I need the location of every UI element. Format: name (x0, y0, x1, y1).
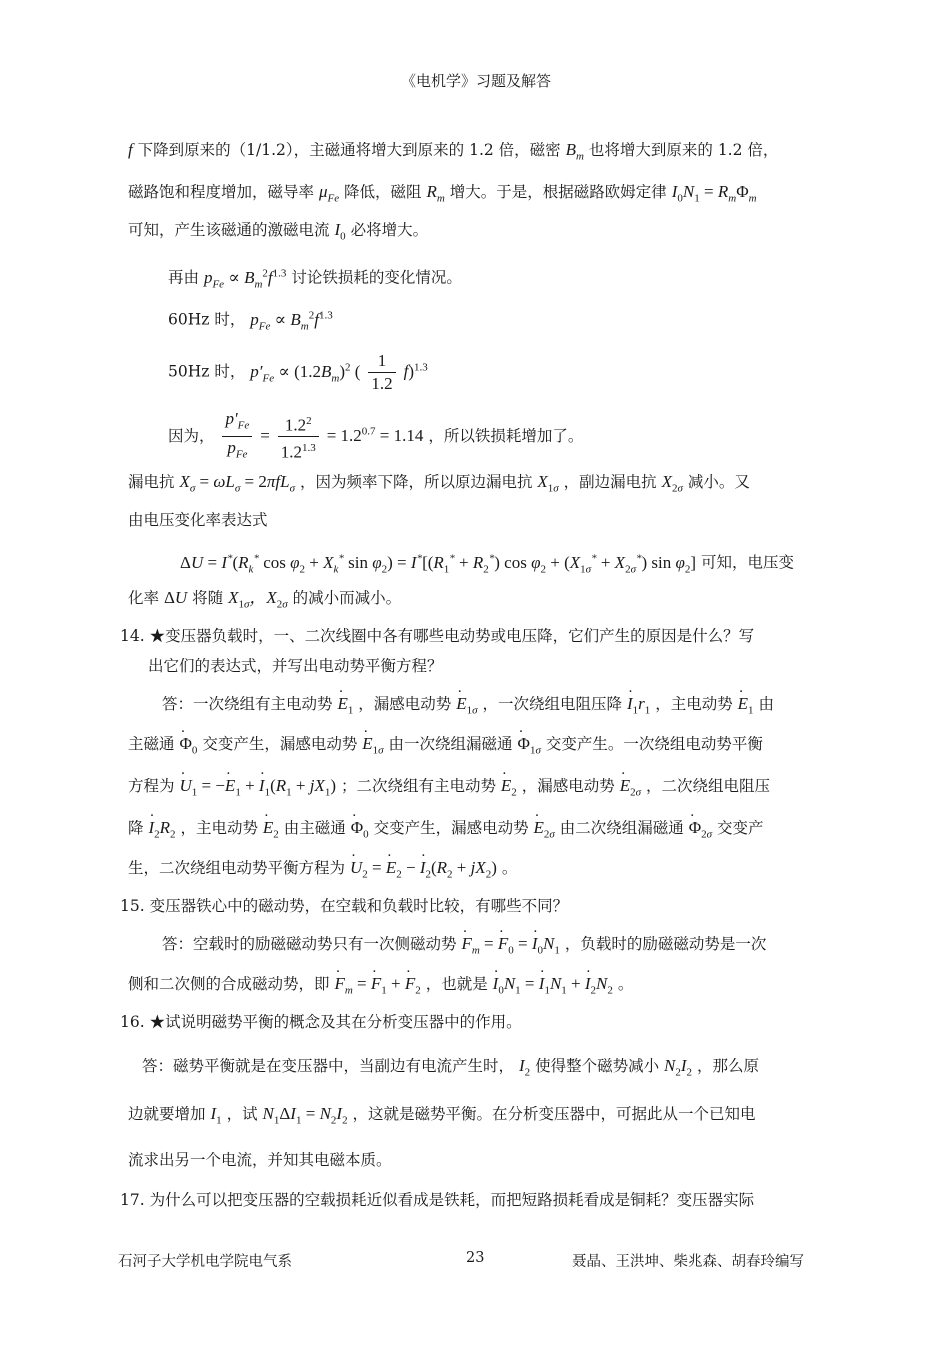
paragraph-line: 50Hz 时， $p'_{Fe} \propto (1.2B_m)^2$ ( $\frac{1}{1.2}$ f)$^{1.3}$ (168, 351, 428, 393)
answer-line: 主磁通 · $\Phi_0$ 交变产生，漏感电动势 · $E_{1\sigma}$ 由一次绕组漏磁通 · $\Phi_{1\sigma}$ 交变产生。一次绕组电动势平衡 (128, 734, 763, 760)
paragraph-line: $\Delta U = I^*(R_k^*$ $\cos \varphi_2 + X_k^*$ $\sin \varphi_2) = I^*[(R_1^* + R_2^*)$ $\cos \varphi_2 + (X_{1\sigma}^* + X_{2\sigma}^*)$ $\sin \varphi_2$] 可知，电压变 (180, 552, 795, 576)
answer-line: 降 · $I_2R_2$ ，主电动势 · $E_2$ 由主磁通 · $\Phi_0$ 交变产生，漏感电动势 · $E_{2\sigma}$ 由二次绕组漏磁通 · $\Phi_{2\sigma}$ 交变产 (128, 818, 764, 844)
answer-line: 侧和二次侧的合成磁动势，即 · $F_m$ = · $F_1$ + · $F_2$ ，也就是 · $I_0N_1$ = · $I_1N_1$ + · $I_2N_2$ 。 (128, 974, 633, 1000)
question-15: 15. 变压器铁心中的磁动势，在空载和负载时比较，有哪些不同？ (120, 897, 569, 915)
question-14: 14. ★变压器负载时，一、二次线圈中各有哪些电动势或电压降，它们产生的原因是什么？写 (120, 627, 755, 645)
paragraph-line: f 下降到原来的（1/1.2），主磁通将增大到原来的 1.2 倍，磁密 $B_m$ 也将增大到原来的 1.2 倍， (128, 140, 779, 163)
answer-line: 流求出另一个电流，并知其电磁本质。 (128, 1151, 392, 1169)
answer-line: 边就要增加 $I_1$ ，试 $N_1\Delta I_1 = N_2I_2$ ，这就是磁势平衡。在分析变压器中，可据此从一个已知电 (128, 1104, 756, 1127)
paragraph-line: 由电压变化率表达式 (128, 511, 268, 529)
answer-line: 方程为 · $U_1$ = −· $E_1$ + · $I_1(R_1 + jX_1)$ ；二次绕组有主电动势 · $E_2$ ，漏感电动势 · $E_{2\sigma}$ ，二次绕组电阻压 (128, 776, 770, 802)
paragraph-line: 60Hz 时， $p_{Fe} \propto B_m^2f^{1.3}$ (168, 309, 333, 333)
paragraph-line: 因为， $\frac{p'_{Fe}}{p_{Fe}}$ = $\frac{1.2^2}{1.2^{1.3}}$ = $1.2^{0.7} = 1.14$ ，所以铁损耗增加了。 (168, 408, 583, 466)
answer-line: 答：一次绕组有主电动势 · $E_1$ ，漏感电动势 · $E_{1\sigma}$ ，一次绕组电阻压降 · $I_1r_1$ ，主电动势 · $E_1$ 由 (162, 694, 774, 720)
answer-line: 答：空载时的励磁磁动势只有一次侧磁动势 · $F_m$ = · $F_0$ = · $I_0N_1$ ，负载时的励磁磁动势是一次 (162, 934, 766, 960)
paragraph-line: 磁路饱和程度增加，磁导率 $\mu_{Fe}$ 降低，磁阻 $R_m$ 增大。于是，根据磁路欧姆定律 $I_0N_1 = R_m\Phi_m$ (128, 182, 757, 205)
page-number: 23 (466, 1250, 485, 1266)
fraction: $\frac{p'_{Fe}}{p_{Fe}}$ (222, 408, 252, 466)
answer-line: 答：磁势平衡就是在变压器中，当副边有电流产生时， $I_2$ 使得整个磁势减小 $N_2I_2$ ，那么原 (142, 1056, 759, 1079)
paragraph-line: 漏电抗 $X_\sigma = \omega L_\sigma = 2\pi fL_\sigma$ ，因为频率下降，所以原边漏电抗 $X_{1\sigma}$ ，副边漏电抗 $X_{2\sigma}$ 减小。又 (128, 472, 750, 495)
fraction: $\frac{1}{1.2}$ (368, 350, 395, 395)
fraction: $\frac{1.2^2}{1.2^{1.3}}$ (278, 410, 319, 464)
paragraph-line: 化率 ΔU 将随 $X_{1\sigma}$，$X_{2\sigma}$ 的减小而减小。 (128, 588, 402, 611)
paragraph-line: 再由 $p_{Fe} \propto B_m^2f^{1.3}$ 讨论铁损耗的变化情况。 (168, 267, 462, 291)
answer-line: 生，二次绕组电动势平衡方程为 · $U_2$ = · $E_2$ − · $I_2(R_2 + jX_2)$ 。 (128, 858, 517, 884)
paragraph-line: 可知，产生该磁通的激磁电流 $I_0$ 必将增大。 (128, 220, 429, 243)
footer-right: 聂晶、王洪坤、柴兆森、胡春玲编写 (572, 1254, 804, 1270)
question-14-cont: 出它们的表达式，并写出电动势平衡方程？ (148, 657, 443, 675)
question-17: 17. 为什么可以把变压器的空载损耗近似看成是铁耗，而把短路损耗看成是铜耗？变压器实际 (120, 1191, 755, 1209)
question-16: 16. ★试说明磁势平衡的概念及其在分析变压器中的作用。 (120, 1013, 522, 1031)
page-header: 《电机学》习题及解答 (400, 72, 551, 90)
footer-left: 石河子大学机电学院电气系 (118, 1254, 292, 1270)
